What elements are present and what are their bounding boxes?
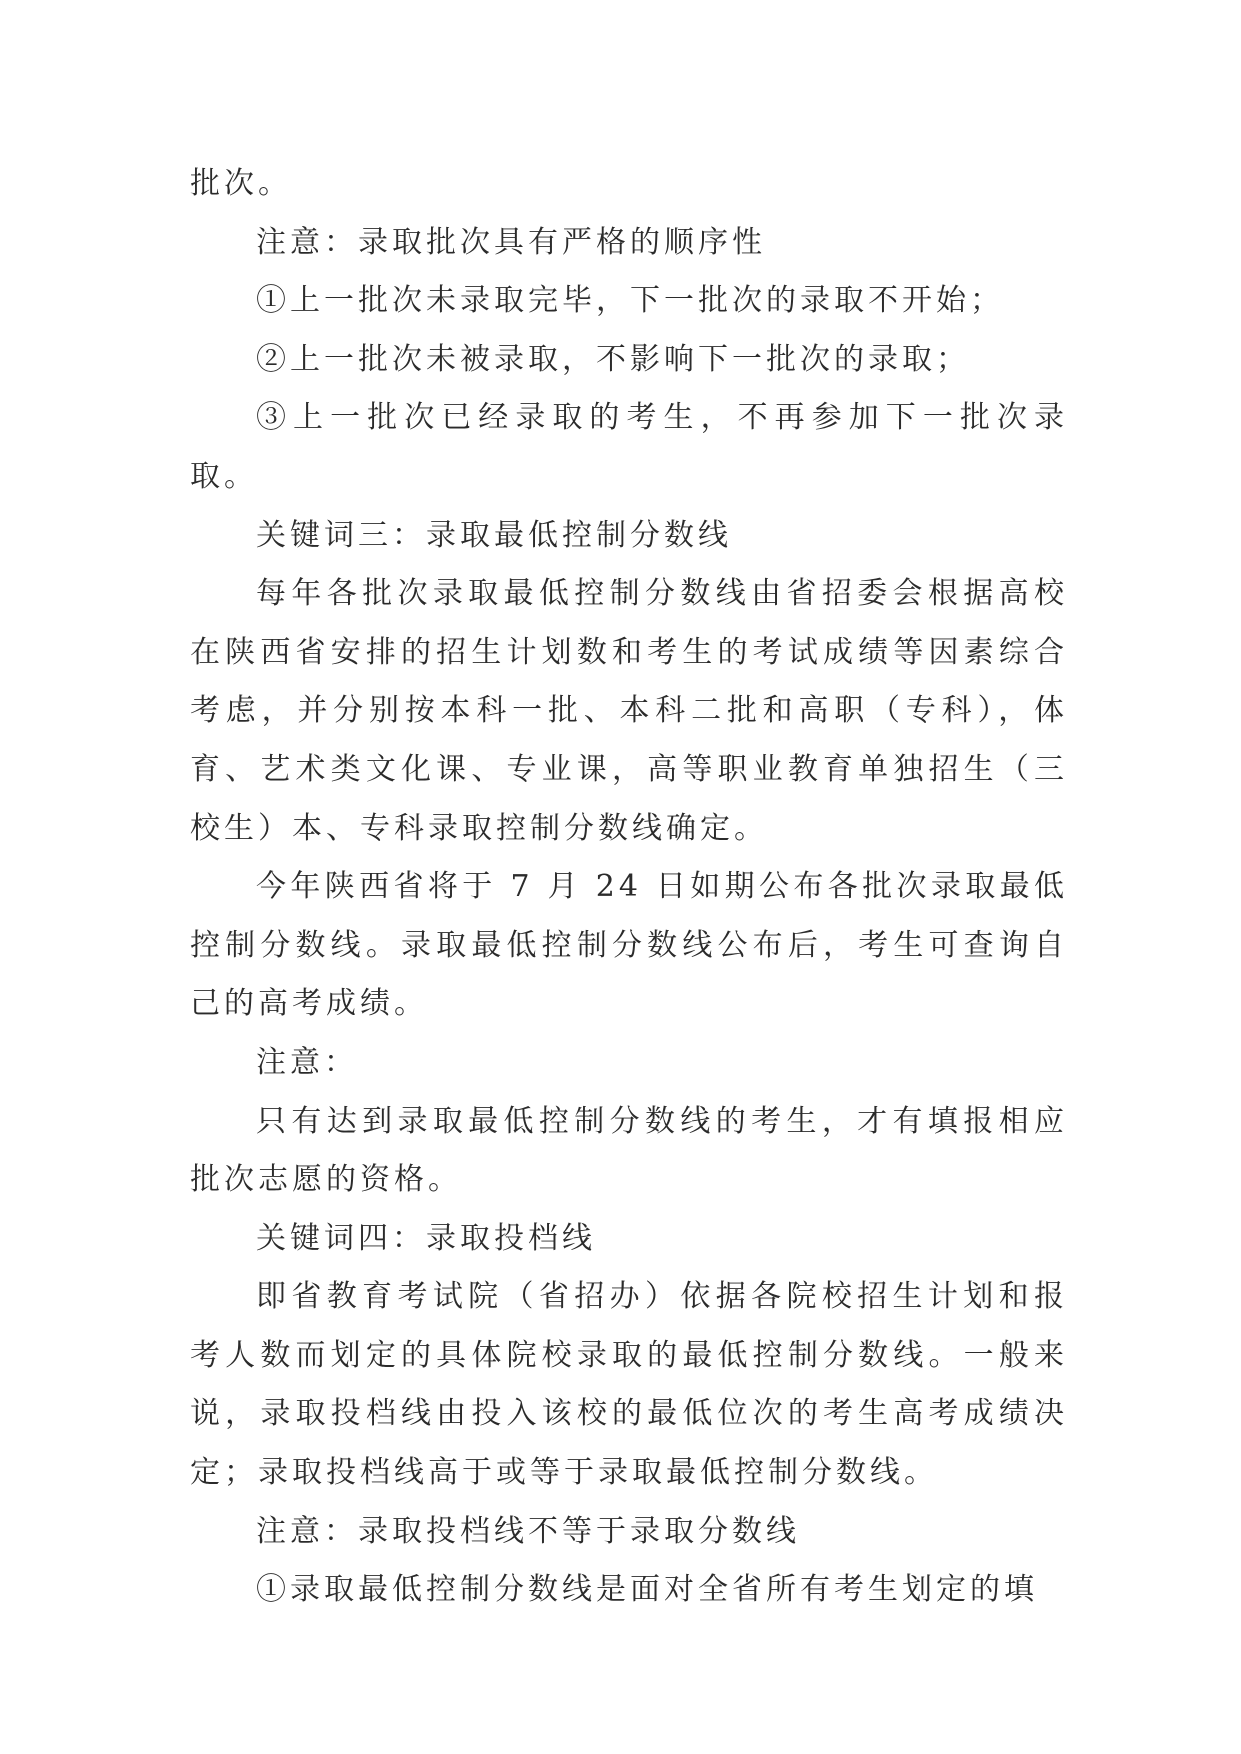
section-heading-keyword-4: 关键词四：录取投档线	[256, 1220, 596, 1256]
list-item-rule-2: ②上一批次未被录取，不影响下一批次的录取；	[256, 341, 970, 377]
paragraph-release-date: 今年陕西省将于 7 月 24 日如期公布各批次录取最低控制分数线。录取最低控制分数线公布后，考生可查询自己的高考成绩。	[190, 869, 1068, 1022]
paragraph-batch-order-note: 注意：录取批次具有严格的顺序性	[256, 224, 766, 260]
paragraph-batch-continuation: 批次。	[190, 166, 292, 201]
paragraph-filing-line: 即省教育考试院（省招办）依据各院校招生计划和报考人数而划定的具体院校录取的最低控制分数线。一般来说，录取投档线由投入该校的最低位次的考生高考成绩决定；录取投档线高于或等于录取最低控制分数线。	[190, 1279, 1068, 1491]
document-body	[190, 155, 1068, 1620]
section-heading-keyword-3: 关键词三：录取最低控制分数线	[256, 517, 732, 553]
list-item-rule-1: ①上一批次未录取完毕，下一批次的录取不开始；	[256, 283, 1004, 319]
paragraph-note-label: 注意：	[256, 1044, 358, 1080]
paragraph-eligibility-note: 只有达到录取最低控制分数线的考生，才有填报相应批次志愿的资格。	[190, 1103, 1068, 1198]
paragraph-min-control-score: 每年各批次录取最低控制分数线由省招委会根据高校在陕西省安排的招生计划数和考生的考试成绩等因素综合考虑，并分别按本科一批、本科二批和高职（专科），体育、艺术类文化课、专业课，高等职业教育单独招生（三校生）本、专科录取控制分数线确定。	[190, 576, 1068, 846]
list-item-difference-1: ①录取最低控制分数线是面对全省所有考生划定的填	[256, 1572, 1038, 1608]
paragraph-filing-line-note: 注意：录取投档线不等于录取分数线	[256, 1513, 800, 1549]
list-item-rule-3: ③上一批次已经录取的考生，不再参加下一批次录取。	[190, 400, 1068, 494]
